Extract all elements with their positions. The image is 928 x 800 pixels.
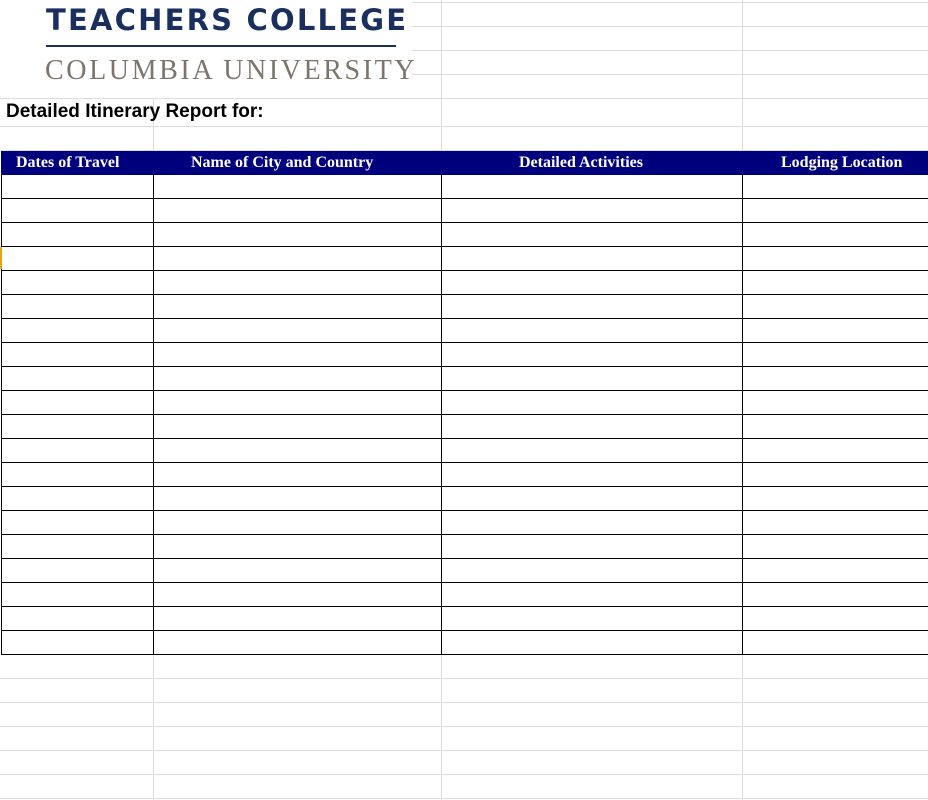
table-row (2, 487, 928, 511)
table-row (2, 583, 928, 607)
cell-city-country[interactable] (154, 415, 442, 438)
cell-city-country[interactable] (154, 583, 442, 606)
cell-lodging[interactable] (743, 175, 928, 198)
cell-lodging[interactable] (743, 415, 928, 438)
logo-divider (46, 45, 396, 47)
table-row (2, 223, 928, 247)
cell-lodging[interactable] (743, 295, 928, 318)
cell-city-country[interactable] (154, 559, 442, 582)
report-title[interactable]: Detailed Itinerary Report for: (6, 101, 264, 122)
cell-city-country[interactable] (154, 199, 442, 222)
cell-city-country[interactable] (154, 487, 442, 510)
cell-lodging[interactable] (743, 583, 928, 606)
cell-dates[interactable] (2, 607, 154, 630)
cell-activities[interactable] (442, 271, 743, 294)
table-row (2, 271, 928, 295)
cell-dates[interactable] (2, 583, 154, 606)
gridline-row (0, 126, 928, 127)
table-row (2, 463, 928, 487)
table-header-row (1, 151, 928, 175)
cell-lodging[interactable] (743, 391, 928, 414)
cell-activities[interactable] (442, 487, 743, 510)
cell-dates[interactable] (2, 343, 154, 366)
itinerary-table-body (1, 175, 928, 655)
cell-activities[interactable] (442, 463, 743, 486)
cell-city-country[interactable] (154, 271, 442, 294)
cell-city-country[interactable] (154, 295, 442, 318)
cell-lodging[interactable] (743, 535, 928, 558)
cell-lodging[interactable] (743, 463, 928, 486)
table-row (2, 295, 928, 319)
cell-city-country[interactable] (154, 607, 442, 630)
cell-dates[interactable] (2, 247, 154, 270)
cell-activities[interactable] (442, 559, 743, 582)
cell-activities[interactable] (442, 247, 743, 270)
cell-activities[interactable] (442, 415, 743, 438)
column-header-activities[interactable]: Detailed Activities (519, 154, 643, 171)
cell-dates[interactable] (2, 175, 154, 198)
table-row (2, 319, 928, 343)
table-row (2, 247, 928, 271)
cell-activities[interactable] (442, 607, 743, 630)
cell-activities[interactable] (442, 367, 743, 390)
cell-dates[interactable] (2, 415, 154, 438)
column-header-dates[interactable]: Dates of Travel (16, 154, 120, 171)
cell-dates[interactable] (2, 295, 154, 318)
cell-lodging[interactable] (743, 319, 928, 342)
cell-dates[interactable] (2, 271, 154, 294)
cell-lodging[interactable] (743, 247, 928, 270)
cell-city-country[interactable] (154, 223, 442, 246)
column-header-city-country[interactable]: Name of City and Country (191, 154, 374, 171)
cell-lodging[interactable] (743, 271, 928, 294)
cell-city-country[interactable] (154, 175, 442, 198)
cell-lodging[interactable] (743, 367, 928, 390)
cell-dates[interactable] (2, 319, 154, 342)
cell-city-country[interactable] (154, 439, 442, 462)
logo-text-line2: COLUMBIA UNIVERSITY (45, 55, 418, 86)
cell-city-country[interactable] (154, 343, 442, 366)
cell-city-country[interactable] (154, 511, 442, 534)
cell-activities[interactable] (442, 631, 743, 654)
table-row (2, 175, 928, 199)
cell-activities[interactable] (442, 439, 743, 462)
cell-dates[interactable] (2, 367, 154, 390)
table-row (2, 367, 928, 391)
cell-lodging[interactable] (743, 487, 928, 510)
teachers-college-logo[interactable] (0, 0, 418, 98)
cell-activities[interactable] (442, 295, 743, 318)
table-row (2, 535, 928, 559)
table-row (2, 343, 928, 367)
column-header-lodging[interactable]: Lodging Location (781, 154, 903, 171)
cell-lodging[interactable] (743, 559, 928, 582)
cell-dates[interactable] (2, 199, 154, 222)
table-row (2, 559, 928, 583)
gridline-row (0, 726, 928, 727)
table-row (2, 415, 928, 439)
cell-activities[interactable] (442, 175, 743, 198)
cell-city-country[interactable] (154, 319, 442, 342)
cell-activities[interactable] (442, 343, 743, 366)
table-row (2, 439, 928, 463)
cell-activities[interactable] (442, 583, 743, 606)
cell-activities[interactable] (442, 319, 743, 342)
active-cell-indicator (0, 247, 2, 269)
cell-activities[interactable] (442, 199, 743, 222)
gridline-row (0, 798, 928, 799)
cell-lodging[interactable] (743, 631, 928, 654)
cell-lodging[interactable] (743, 511, 928, 534)
gridline-row (0, 750, 928, 751)
gridline-row (0, 98, 928, 99)
cell-dates[interactable] (2, 535, 154, 558)
gridline-row (0, 774, 928, 775)
cell-activities[interactable] (442, 511, 743, 534)
cell-dates[interactable] (2, 391, 154, 414)
table-row (2, 391, 928, 415)
cell-city-country[interactable] (154, 247, 442, 270)
table-row (2, 607, 928, 631)
table-row (2, 631, 928, 655)
gridline-row (0, 702, 928, 703)
cell-lodging[interactable] (743, 199, 928, 222)
cell-dates[interactable] (2, 487, 154, 510)
cell-lodging[interactable] (743, 223, 928, 246)
cell-city-country[interactable] (154, 535, 442, 558)
cell-lodging[interactable] (743, 343, 928, 366)
table-row (2, 511, 928, 535)
cell-city-country[interactable] (154, 367, 442, 390)
cell-activities[interactable] (442, 535, 743, 558)
cell-dates[interactable] (2, 439, 154, 462)
cell-dates[interactable] (2, 631, 154, 654)
gridline-row (0, 678, 928, 679)
cell-dates[interactable] (2, 511, 154, 534)
cell-city-country[interactable] (154, 631, 442, 654)
cell-dates[interactable] (2, 463, 154, 486)
logo-text-line1: TEACHERS COLLEGE (46, 3, 409, 37)
cell-city-country[interactable] (154, 463, 442, 486)
cell-activities[interactable] (442, 391, 743, 414)
cell-activities[interactable] (442, 223, 743, 246)
cell-dates[interactable] (2, 223, 154, 246)
cell-dates[interactable] (2, 559, 154, 582)
cell-lodging[interactable] (743, 607, 928, 630)
table-row (2, 199, 928, 223)
cell-city-country[interactable] (154, 391, 442, 414)
cell-lodging[interactable] (743, 439, 928, 462)
